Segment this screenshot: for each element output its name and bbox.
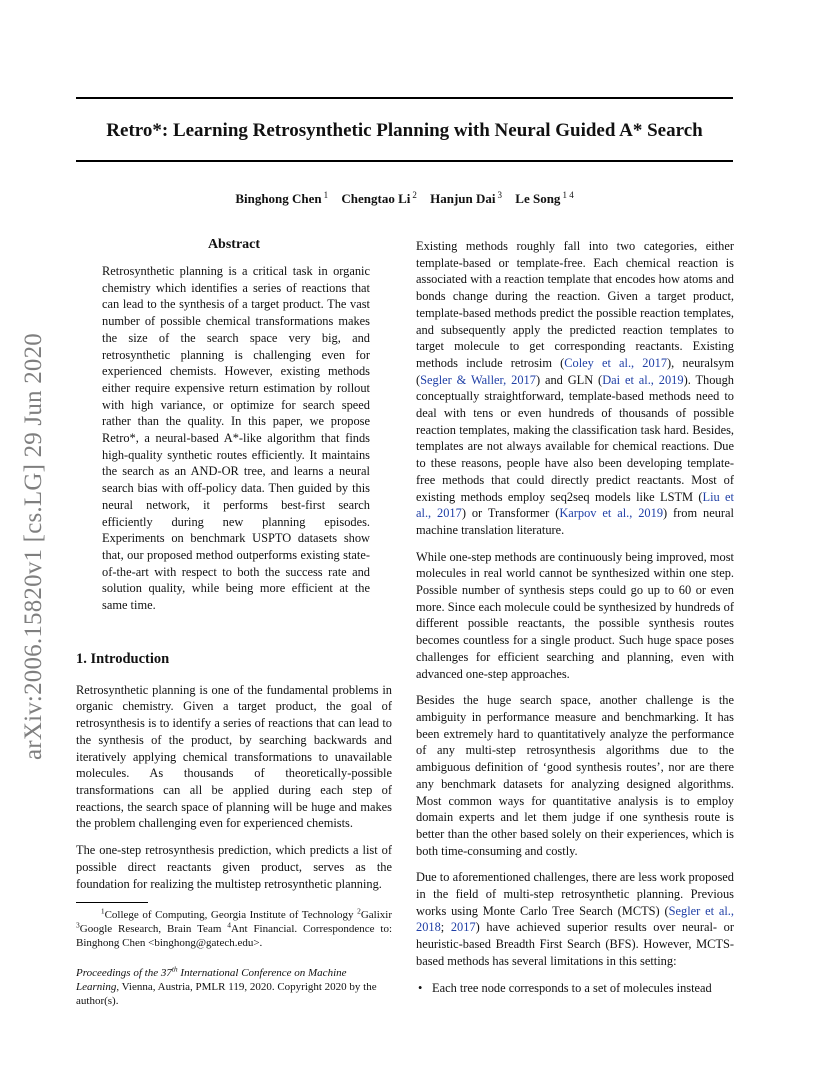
abstract-heading: Abstract	[207, 237, 261, 252]
citation-link[interactable]: Dai et al., 2019	[602, 372, 684, 387]
author-affiliation: 2	[412, 189, 417, 200]
text-run: ) and GLN (	[535, 372, 603, 387]
text-run: ;	[440, 920, 451, 935]
author-list	[76, 190, 733, 208]
text-run: ), neuralsym (	[416, 355, 734, 387]
arxiv-stamp: arXiv:2006.15820v1 [cs.LG] 29 Jun 2020	[20, 333, 47, 760]
bullet-icon: •	[418, 980, 423, 995]
text-run: ) from neural machine translation literature.	[416, 506, 734, 537]
abstract	[102, 263, 370, 614]
author-name: Hanjun Dai	[430, 191, 496, 206]
bullet-item	[416, 980, 734, 997]
right-column	[416, 238, 734, 996]
citation-link[interactable]: Karpov et al., 2019	[559, 506, 664, 521]
affiliation-4: Ant Financial. Correspondence to: Binghong Chen <binghong@gatech.edu>.	[76, 923, 392, 950]
text-run: Existing methods roughly fall into two categories, either template-based or template-free. Each chemical reaction is associated with a reaction template that encodes how atoms and bonds change during the reaction. Given a target product, template-based methods predict the possible reaction templates, and subsequently apply the predicted reaction templates to target molecule to get corresponding reactants. Existing methods include retrosim (	[416, 239, 734, 370]
citation-link[interactable]: 2017	[450, 920, 476, 935]
intro-paragraph-1: Retrosynthetic planning is one of the fundamental problems in organic chemistry. Given a target product, the goal of retrosynthesis is to identify a series of reactions that can lead to the synthesis of the product, by searching backwards and iteratively applying chemical transformations to unavailable molecules. As thousands of theoretically-possible transformations can all be applied during each step of reactions, the search space of planning will be huge and makes the problem challenging even for experienced chemists.	[76, 682, 392, 831]
author-name: Binghong Chen	[235, 191, 322, 206]
footnote-rule	[76, 902, 148, 903]
text-run: ) have achieved superior results over neural- or heuristic-based Breadth First Search (BFS). However, MCTS-based methods has several limitations in this setting:	[416, 920, 734, 968]
citation-link[interactable]: Segler et al., 2018	[416, 903, 734, 935]
right-paragraph-1	[416, 238, 734, 539]
text-run: ). Though conceptually straightforward, template-based methods need to deal with tens or even hundreds of thousands of possible reaction templates, making the classification task hard. Besides, templates are not always available for chemical reactions. Due to these reasons, people have also been developing template-free methods that could directly predict reactants. Most of existing methods employ seq2seq models like LSTM (	[416, 372, 734, 504]
citation-link[interactable]: Coley et al., 2017	[564, 355, 668, 370]
title-top-rule	[76, 97, 733, 99]
abstract-text: Retrosynthetic planning is a critical task in organic chemistry which identifies a series of reactions that can lead to the synthesis of a target product. The vast number of possible chemical transformations makes the size of the search space very big, and retrosynthetic planning is challenging even for experienced chemists. However, existing methods either require expensive return estimation by rollout with high variance, or optimize for search speed rather than the quality. In this paper, we propose Retro*, a neural-based A*-like algorithm that finds high-quality synthetic routes efficiently. It maintains the search as an AND-OR tree, and learns a neural search bias with off-policy data. Then guided by this neural network, it performs best-first search efficiently during new planning episodes. Experiments on benchmark USPTO datasets show that, our proposed method outperforms existing state-of-the-art with respect to both the success rate and solution quality, while being more efficient at the same time.	[102, 264, 370, 613]
intro-paragraph-2: The one-step retrosynthesis prediction, which predicts a list of possible direct reactants given product, serves as the foundation for realizing the multistep retrosynthetic planning.	[76, 843, 392, 891]
author-affiliation: 1 4	[562, 189, 574, 200]
author-name: Chengtao Li	[341, 191, 411, 206]
author	[430, 191, 502, 206]
section-heading-introduction: 1. Introduction	[76, 650, 170, 667]
proceedings-note	[76, 966, 392, 1008]
proceedings-venue: International Conference on Machine Learning	[76, 967, 347, 994]
author	[515, 191, 573, 206]
citation-link[interactable]: Segler & Waller, 2017	[420, 372, 536, 387]
title-bottom-rule	[76, 160, 733, 162]
text-run: Due to aforementioned challenges, there are less work proposed in the field of multi-step retrosynthetic planning. Previous works using Monte Carlo Tree Search (MCTS) (	[416, 870, 734, 918]
author	[235, 191, 328, 206]
proceedings-prefix: Proceedings of the 37	[76, 967, 172, 980]
affiliations-footnote: $^1$College of Computing, Georgia Institute of Technology $^2$Galixir $^3$Google Research, Brain Team $^4$Ant Financial. Correspondence to: Binghong Chen <binghong@gatech.edu>.	[76, 906, 393, 950]
author-affiliation: 3	[497, 189, 503, 200]
author-name: Le Song	[515, 191, 561, 206]
affiliation-3: Google Research, Brain Team	[79, 923, 222, 936]
left-column	[76, 236, 392, 1008]
author-affiliation: 1	[323, 189, 329, 200]
right-paragraph-2: While one-step methods are continuously being improved, most molecules in real world cannot be synthesized within one step. Possible number of synthesis steps could go up to 60 or even more. Since each molecule could be synthesized by hundreds of different possible reactants, the possible synthesis routes becomes countless for a single product. Such huge space poses challenges for efficient searching and planning, even with advanced one-step approaches.	[416, 549, 734, 681]
affiliation-2: Galixir	[360, 909, 393, 922]
right-paragraph-3: Besides the huge search space, another challenge is the ambiguity in performance measure and benchmarking. It has been extremely hard to quantitatively analyze the performance of any multi-step retrosynthesis algorithms due to the ambiguous definition of ‘good synthesis routes’, nor are there any benchmark datasets for analyzing designed algorithms. Most common ways for quantitative analysis is to employ domain experts and let them judge if one synthesis route is better than the other based solely on their experiences, which is both time-consuming and costly.	[416, 693, 734, 858]
right-paragraph-4	[416, 869, 734, 969]
affiliation-1: College of Computing, Georgia Institute of Technology	[104, 909, 354, 922]
citation-link[interactable]: Liu et al., 2017	[416, 489, 734, 521]
author	[341, 191, 416, 206]
paper-title: Retro*: Learning Retrosynthetic Planning with Neural Guided A* Search	[106, 120, 703, 141]
bullet-text: Each tree node corresponds to a set of molecules instead	[432, 980, 712, 995]
proceedings-superscript: th	[171, 964, 178, 974]
text-run: ) or Transformer (	[461, 506, 560, 521]
proceedings-rest: , Vienna, Austria, PMLR 119, 2020. Copyright 2020 by the author(s).	[76, 981, 377, 1008]
